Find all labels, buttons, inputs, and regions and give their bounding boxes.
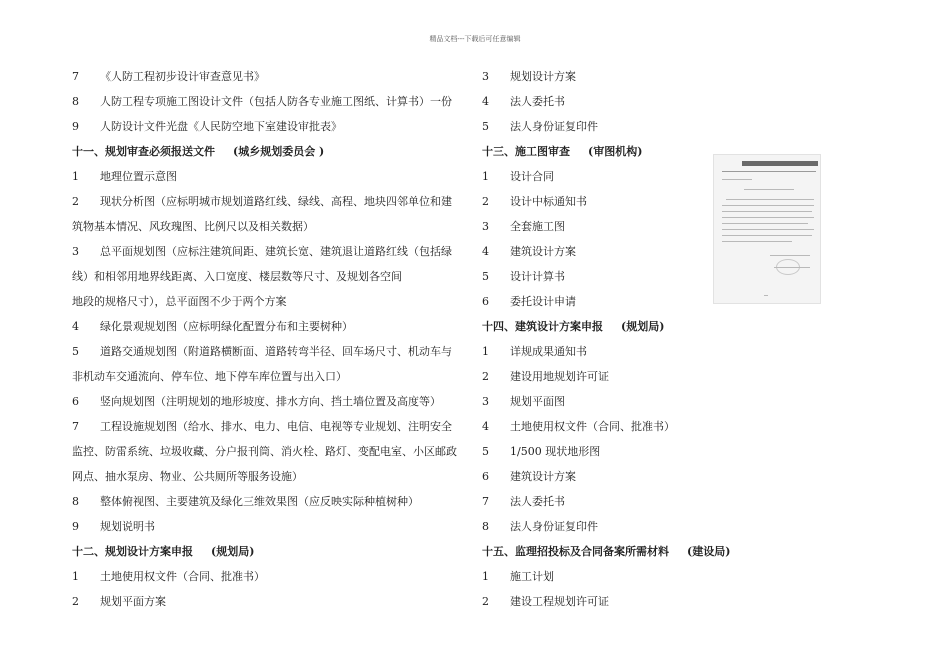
section-title: 十四、建筑设计方案申报 <box>482 320 603 333</box>
item-text: 建设用地规划许可证 <box>510 370 609 383</box>
list-item <box>482 414 732 439</box>
thumbnail-line <box>722 223 808 224</box>
list-item <box>482 464 732 489</box>
item-number: 8 <box>72 95 79 108</box>
list-item <box>72 389 467 414</box>
section-title: 十二、规划设计方案申报 <box>72 545 193 558</box>
section-title: 十五、监理招投标及合同备案所需材料 <box>482 545 669 558</box>
item-number: 3 <box>482 220 489 233</box>
item-number: 5 <box>72 345 79 358</box>
thumbnail-line <box>744 189 794 190</box>
page-header: 精品文档---下载后可任意编辑 <box>429 35 521 43</box>
item-text: 规划设计方案 <box>510 70 576 83</box>
item-text: 竖向规划图（注明规划的地形坡度、排水方向、挡土墙位置及高度等） <box>100 395 441 408</box>
item-number: 9 <box>72 120 79 133</box>
item-number: 1 <box>72 170 79 183</box>
thumbnail-line <box>722 217 814 218</box>
item-number: 4 <box>482 420 489 433</box>
list-item <box>72 589 467 614</box>
list-item <box>482 389 732 414</box>
item-text: 建设工程规划许可证 <box>510 595 609 608</box>
item-number: 2 <box>482 370 489 383</box>
list-item <box>482 289 732 314</box>
item-number: 1 <box>482 570 489 583</box>
thumbnail-line <box>764 295 768 296</box>
item-number: 1 <box>482 170 489 183</box>
list-item <box>482 589 732 614</box>
list-item <box>482 64 732 89</box>
thumbnail-line <box>722 211 812 212</box>
list-item <box>482 164 732 189</box>
item-number: 2 <box>72 595 79 608</box>
list-item <box>72 414 467 439</box>
item-text: 规划说明书 <box>100 520 155 533</box>
list-item <box>482 89 732 114</box>
list-item <box>72 89 467 114</box>
item-number: 7 <box>72 70 79 83</box>
item-continuation: 监控、防雷系统、垃圾收藏、分户报刊筒、消火栓、路灯、变配电室、小区邮政 <box>72 445 457 458</box>
item-number: 2 <box>482 195 489 208</box>
list-item <box>72 164 467 189</box>
item-continuation: 非机动车交通流向、停车位、地下停车库位置与出入口） <box>72 370 347 383</box>
item-text: 法人委托书 <box>510 495 565 508</box>
item-text: 整体俯视图、主要建筑及绿化三维效果图（应反映实际种植树种） <box>100 495 419 508</box>
item-text: 施工计划 <box>510 570 554 583</box>
item-number: 4 <box>72 320 79 333</box>
list-item <box>72 514 467 539</box>
item-text: 全套施工图 <box>510 220 565 233</box>
item-text: 委托设计申请 <box>510 295 576 308</box>
section-authority: (审图机构) <box>588 145 643 158</box>
item-number: 2 <box>72 195 79 208</box>
section-heading <box>482 139 732 164</box>
item-text: 绿化景观规划图（应标明绿化配置分布和主要树种） <box>100 320 353 333</box>
section-heading <box>482 314 732 339</box>
thumbnail-title-block <box>742 161 818 166</box>
section-title: 十一、规划审查必须报送文件 <box>72 145 215 158</box>
section-authority: (规划局) <box>621 320 665 333</box>
thumbnail-line <box>722 205 814 206</box>
item-number: 2 <box>482 595 489 608</box>
item-text: 1/500 现状地形图 <box>510 445 601 458</box>
item-continuation: 网点、抽水泵房、物业、公共厕所等服务设施） <box>72 470 303 483</box>
list-item <box>482 214 732 239</box>
item-text: 设计计算书 <box>510 270 565 283</box>
section-heading <box>482 539 732 564</box>
thumbnail-rule <box>722 171 816 172</box>
section-heading <box>72 539 467 564</box>
item-text: 总平面规划图（应标注建筑间距、建筑长宽、建筑退让道路红线（包括绿 <box>100 245 452 258</box>
item-number: 7 <box>72 420 79 433</box>
list-item <box>72 64 467 89</box>
thumbnail-line <box>722 229 814 230</box>
item-number: 1 <box>482 345 489 358</box>
list-item <box>482 189 732 214</box>
item-text: 地理位置示意图 <box>100 170 177 183</box>
scanned-document-thumbnail <box>713 154 821 304</box>
list-item <box>72 489 467 514</box>
item-text: 《人防工程初步设计审查意见书》 <box>100 70 265 83</box>
item-text: 人防工程专项施工图设计文件（包括人防各专业施工图纸、计算书）一份 <box>100 95 452 108</box>
item-number: 6 <box>482 295 489 308</box>
item-number: 6 <box>72 395 79 408</box>
item-number: 6 <box>482 470 489 483</box>
item-text: 现状分析图（应标明城市规划道路红线、绿线、高程、地块四邻单位和建 <box>100 195 452 208</box>
list-item <box>72 314 467 339</box>
list-item <box>482 239 732 264</box>
item-text: 道路交通规划图（附道路横断面、道路转弯半径、回车场尺寸、机动车与 <box>100 345 452 358</box>
list-item <box>482 264 732 289</box>
item-number: 7 <box>482 495 489 508</box>
item-number: 4 <box>482 95 489 108</box>
item-text: 设计中标通知书 <box>510 195 587 208</box>
item-number: 1 <box>72 570 79 583</box>
list-item <box>72 339 467 364</box>
left-column <box>72 64 467 614</box>
section-title: 十三、施工图审查 <box>482 145 570 158</box>
list-item <box>482 339 732 364</box>
item-number: 8 <box>72 495 79 508</box>
item-text: 建筑设计方案 <box>510 245 576 258</box>
item-continuation: 地段的规格尺寸），总平面图不少于两个方案 <box>72 295 287 308</box>
item-number: 5 <box>482 270 489 283</box>
thumbnail-line <box>770 255 810 256</box>
list-item <box>482 564 732 589</box>
item-number: 3 <box>482 395 489 408</box>
list-item <box>72 239 467 264</box>
section-authority: (建设局) <box>687 545 731 558</box>
item-text: 设计合同 <box>510 170 554 183</box>
item-text: 法人身份证复印件 <box>510 120 598 133</box>
item-text: 建筑设计方案 <box>510 470 576 483</box>
item-text: 人防设计文件光盘《人民防空地下室建设审批表》 <box>100 120 342 133</box>
list-item <box>72 189 467 214</box>
item-number: 5 <box>482 445 489 458</box>
section-heading <box>72 139 467 164</box>
thumbnail-line <box>722 235 812 236</box>
item-text: 土地使用权文件（合同、批准书） <box>100 570 265 583</box>
thumbnail-line <box>726 199 814 200</box>
list-item <box>482 114 732 139</box>
item-number: 8 <box>482 520 489 533</box>
item-number: 3 <box>72 245 79 258</box>
item-number: 3 <box>482 70 489 83</box>
thumbnail-line <box>722 241 792 242</box>
item-text: 规划平面图 <box>510 395 565 408</box>
item-continuation: 线）和相邻用地界线距离、入口宽度、楼层数等尺寸、及规划各空间 <box>72 270 402 283</box>
list-item <box>482 514 732 539</box>
item-text: 法人身份证复印件 <box>510 520 598 533</box>
item-number: 4 <box>482 245 489 258</box>
list-item <box>482 364 732 389</box>
thumbnail-line <box>774 267 810 268</box>
item-continuation: 筑物基本情况、风玫瑰图、比例尺以及相关数据） <box>72 220 314 233</box>
item-text: 详规成果通知书 <box>510 345 587 358</box>
list-item <box>482 489 732 514</box>
item-text: 规划平面方案 <box>100 595 166 608</box>
item-text: 工程设施规划图（给水、排水、电力、电信、电视等专业规划、注明安全 <box>100 420 452 433</box>
section-authority: (城乡规划委员会 ) <box>233 145 325 158</box>
item-text: 法人委托书 <box>510 95 565 108</box>
right-column <box>482 64 732 614</box>
list-item <box>72 114 467 139</box>
section-authority: (规划局) <box>211 545 255 558</box>
list-item <box>72 564 467 589</box>
list-item <box>482 439 732 464</box>
item-number: 5 <box>482 120 489 133</box>
item-number: 9 <box>72 520 79 533</box>
item-text: 土地使用权文件（合同、批准书） <box>510 420 675 433</box>
thumbnail-line <box>722 179 752 180</box>
